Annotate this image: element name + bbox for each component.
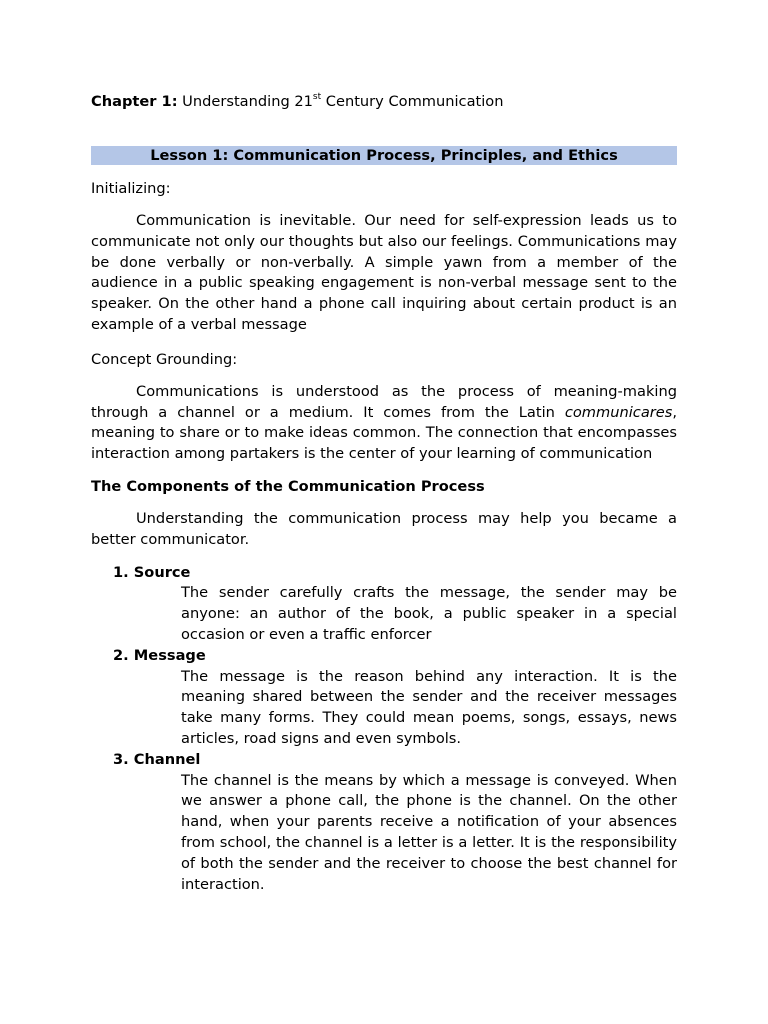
components-intro-paragraph: Understanding the communication process may help you became a better communicator.: [91, 509, 677, 548]
concept-text-after: , meaning to share or to make ideas common. The connection that encompasses interaction among partakers is the center of your learning of communication: [91, 403, 677, 463]
list-item: [91, 750, 677, 896]
component-body-source: The sender carefully crafts the message, the sender may be anyone: an author of the book, a public speaker in a special occasion or even a traffic enforcer: [181, 584, 677, 643]
chapter-title-part1: Understanding 21: [177, 93, 313, 110]
chapter-title-part2: Century Communication: [321, 93, 504, 110]
component-heading-source: 1. Source: [113, 563, 191, 581]
lesson-title-bar: Lesson 1: Communication Process, Principles, and Ethics: [91, 146, 677, 165]
chapter-label: Chapter 1:: [91, 93, 178, 110]
list-item: [91, 646, 677, 750]
document-content: [91, 92, 677, 895]
chapter-heading: [91, 92, 677, 112]
chapter-title-superscript: st: [312, 92, 322, 103]
components-section-title: The Components of the Communication Process: [91, 477, 485, 495]
concept-text-before: Communications is understood as the process of meaning-making through a channel or a medium. It comes from the Latin: [91, 382, 677, 421]
list-item: [91, 563, 677, 646]
initializing-paragraph: Communication is inevitable. Our need for self-expression leads us to communicate not only our thoughts but also our feelings. Communications may be done verbally or non-verbally. A simple yawn from a member of the audience in a public speaking engagement is non-verbal message sent to the speaker. On the other hand a phone call inquiring about certain product is an example of a verbal message: [91, 212, 677, 333]
component-heading-message: 2. Message: [113, 646, 206, 664]
initializing-label: Initializing:: [91, 180, 171, 197]
latin-term: communicares: [564, 403, 673, 421]
component-body-channel: The channel is the means by which a message is conveyed. When we answer a phone call, the phone is the channel. On the other hand, when your parents receive a notification of your absences from school, the channel is a letter is a letter. It is the responsibility of both the sender and the receiver to choose the best channel for interaction.: [181, 771, 677, 893]
concept-grounding-label: Concept Grounding:: [91, 350, 238, 368]
components-list: [91, 563, 677, 896]
concept-grounding-paragraph: [91, 382, 677, 465]
component-body-message: The message is the reason behind any interaction. It is the meaning shared between the sender and the receiver messages take many forms. They could mean poems, songs, essays, news articles, road signs and even symbols.: [181, 667, 677, 747]
component-heading-channel: 3. Channel: [113, 750, 201, 768]
